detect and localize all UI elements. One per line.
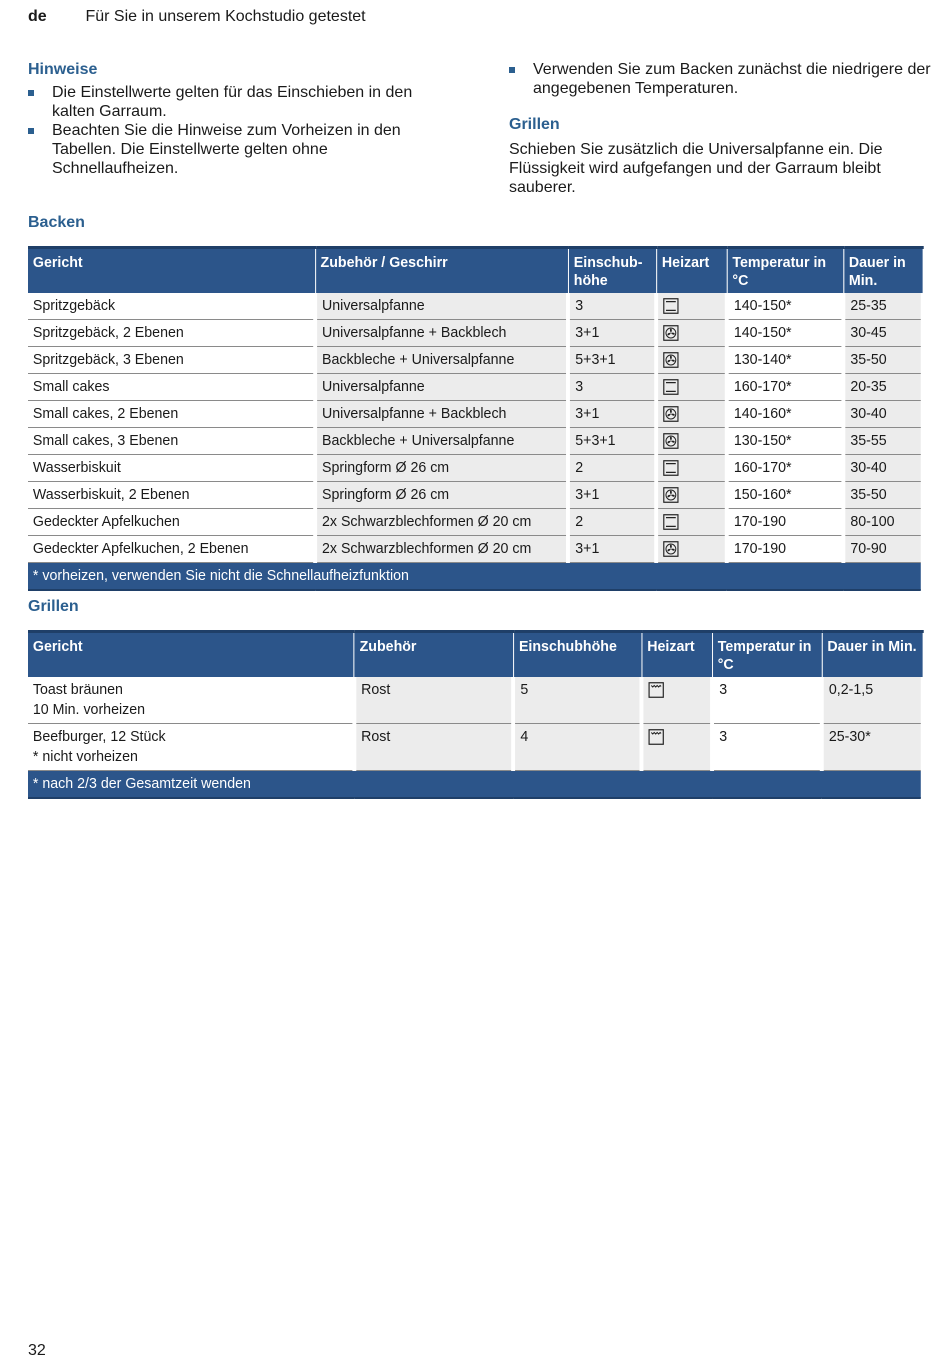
cell-temperature: 3 — [712, 724, 822, 771]
cell-level: 3+1 — [568, 320, 656, 347]
hot-air-icon — [663, 487, 679, 503]
cell-duration: 30-40 — [843, 455, 922, 482]
col-header-duration: Dauer in Min. — [822, 632, 923, 678]
bullet-icon — [28, 90, 34, 96]
bullet-icon — [28, 128, 34, 134]
cell-duration: 70-90 — [843, 536, 922, 563]
dish-name: Beefburger, 12 Stück — [32, 729, 166, 745]
top-bottom-heat-icon — [663, 460, 679, 476]
backen-table — [28, 246, 925, 591]
cell-accessory: Universalpfanne — [315, 293, 568, 320]
cell-heating — [657, 347, 727, 374]
table-row — [28, 428, 923, 455]
list-item: Beachten Sie die Hinweise zum Vorheizen in den Tabellen. Die Einstellwerte gelten ohne Schnellaufheizen. — [28, 121, 458, 178]
col-header-heating: Heizart — [642, 632, 712, 678]
dish-name: Toast bräunen — [32, 682, 123, 698]
cell-dish: Wasserbiskuit — [28, 455, 315, 482]
cell-dish: Small cakes, 3 Ebenen — [28, 428, 315, 455]
cell-duration: 35-55 — [843, 428, 922, 455]
table-row — [28, 455, 923, 482]
hot-air-icon — [663, 541, 679, 557]
table-row — [28, 374, 923, 401]
cell-accessory: Backbleche + Universalpfanne — [315, 347, 568, 374]
cell-dish: Gedeckter Apfelkuchen — [28, 509, 315, 536]
cell-heating — [642, 677, 712, 724]
cell-duration: 25-35 — [843, 293, 922, 320]
col-header-accessory: Zubehör — [354, 632, 513, 678]
bullet-icon — [509, 67, 515, 73]
cell-accessory: Universalpfanne — [315, 374, 568, 401]
dish-note: * nicht vorheizen — [32, 749, 138, 765]
cell-dish: Small cakes — [28, 374, 315, 401]
table-row — [28, 293, 923, 320]
hinweise-list-continued — [509, 60, 943, 98]
cell-level: 5+3+1 — [568, 347, 656, 374]
col-header-heating: Heizart — [657, 248, 727, 294]
table-header-row — [28, 248, 923, 294]
col-header-duration: Dauer in Min. — [843, 248, 922, 294]
cell-temperature: 130-150* — [727, 428, 843, 455]
page-header — [28, 8, 366, 26]
cell-duration: 25-30* — [822, 724, 923, 771]
cell-accessory: Springform Ø 26 cm — [315, 482, 568, 509]
cell-temperature: 150-160* — [727, 482, 843, 509]
dish-note: 10 Min. vorheizen — [32, 702, 146, 718]
cell-accessory: Universalpfanne + Backblech — [315, 401, 568, 428]
cell-temperature: 3 — [712, 677, 822, 724]
top-bottom-heat-icon — [663, 379, 679, 395]
cell-duration: 20-35 — [843, 374, 922, 401]
hot-air-icon — [663, 433, 679, 449]
cell-dish: Wasserbiskuit, 2 Ebenen — [28, 482, 315, 509]
table-row — [28, 401, 923, 428]
cell-accessory: Springform Ø 26 cm — [315, 455, 568, 482]
top-bottom-heat-icon — [663, 514, 679, 530]
backen-footnote: * vorheizen, verwenden Sie nicht die Schnellaufheizfunktion — [28, 563, 923, 591]
cell-heating — [657, 482, 727, 509]
grillen-footnote: * nach 2/3 der Gesamtzeit wenden — [28, 771, 923, 799]
col-header-accessory: Zubehör / Geschirr — [315, 248, 568, 294]
grillen-table — [28, 630, 925, 799]
cell-level: 3+1 — [568, 482, 656, 509]
grill-icon — [649, 682, 665, 698]
cell-duration: 30-40 — [843, 401, 922, 428]
cell-heating — [657, 374, 727, 401]
cell-level: 3 — [568, 374, 656, 401]
cell-duration: 35-50 — [843, 347, 922, 374]
grillen-note-heading: Grillen — [509, 116, 560, 133]
table-row — [28, 347, 923, 374]
cell-duration: 35-50 — [843, 482, 922, 509]
cell-level: 4 — [514, 724, 642, 771]
hinweise-column — [28, 60, 458, 178]
cell-dish: Small cakes, 2 Ebenen — [28, 401, 315, 428]
hot-air-icon — [663, 325, 679, 341]
cell-duration: 80-100 — [843, 509, 922, 536]
cell-dish — [28, 677, 354, 724]
col-header-dish: Gericht — [28, 632, 354, 678]
cell-temperature: 170-190 — [727, 509, 843, 536]
cell-level: 3 — [568, 293, 656, 320]
col-header-level: Einschubhöhe — [514, 632, 642, 678]
cell-accessory: Rost — [354, 724, 513, 771]
table-row — [28, 482, 923, 509]
cell-temperature: 140-160* — [727, 401, 843, 428]
cell-temperature: 160-170* — [727, 455, 843, 482]
cell-temperature: 130-140* — [727, 347, 843, 374]
cell-accessory: 2x Schwarzblechformen Ø 20 cm — [315, 536, 568, 563]
cell-heating — [657, 536, 727, 563]
cell-dish: Gedeckter Apfelkuchen, 2 Ebenen — [28, 536, 315, 563]
cell-heating — [657, 320, 727, 347]
language-code: de — [28, 8, 47, 25]
cell-level: 5 — [514, 677, 642, 724]
table-header-row — [28, 632, 923, 678]
cell-dish: Spritzgebäck — [28, 293, 315, 320]
cell-duration: 30-45 — [843, 320, 922, 347]
cell-accessory: Rost — [354, 677, 513, 724]
page-number: 32 — [28, 1342, 46, 1359]
cell-temperature: 160-170* — [727, 374, 843, 401]
col-header-dish: Gericht — [28, 248, 315, 294]
grill-icon — [649, 729, 665, 745]
cell-heating — [657, 293, 727, 320]
cell-temperature: 140-150* — [727, 293, 843, 320]
cell-temperature: 140-150* — [727, 320, 843, 347]
cell-heating — [657, 428, 727, 455]
col-header-temperature: Temperatur in °C — [712, 632, 822, 678]
cell-heating — [642, 724, 712, 771]
footnote-row — [28, 563, 923, 591]
list-item: Verwenden Sie zum Backen zunächst die niedrigere der angegebenen Temperaturen. — [509, 60, 943, 98]
col-header-level: Einschub-höhe — [568, 248, 656, 294]
grillen-note-text: Schieben Sie zusätzlich die Universalpfanne ein. Die Flüssigkeit wird aufgefangen und der Garraum bleibt sauberer. — [509, 141, 883, 196]
cell-level: 2 — [568, 509, 656, 536]
hot-air-icon — [663, 406, 679, 422]
cell-heating — [657, 401, 727, 428]
hinweise-list — [28, 83, 458, 178]
footnote-row — [28, 771, 923, 799]
cell-level: 3+1 — [568, 536, 656, 563]
cell-accessory: Backbleche + Universalpfanne — [315, 428, 568, 455]
backen-heading: Backen — [28, 214, 85, 231]
cell-heating — [657, 455, 727, 482]
cell-accessory: 2x Schwarzblechformen Ø 20 cm — [315, 509, 568, 536]
hot-air-icon — [663, 352, 679, 368]
cell-level: 2 — [568, 455, 656, 482]
list-item: Die Einstellwerte gelten für das Einschieben in den kalten Garraum. — [28, 83, 458, 121]
col-header-temperature: Temperatur in °C — [727, 248, 843, 294]
cell-level: 5+3+1 — [568, 428, 656, 455]
table-row — [28, 509, 923, 536]
table-row — [28, 536, 923, 563]
grillen-heading: Grillen — [28, 598, 79, 615]
cell-level: 3+1 — [568, 401, 656, 428]
hinweise-heading: Hinweise — [28, 61, 98, 78]
top-bottom-heat-icon — [663, 298, 679, 314]
cell-dish — [28, 724, 354, 771]
cell-duration: 0,2-1,5 — [822, 677, 923, 724]
cell-temperature: 170-190 — [727, 536, 843, 563]
cell-dish: Spritzgebäck, 3 Ebenen — [28, 347, 315, 374]
table-row — [28, 677, 923, 724]
cell-heating — [657, 509, 727, 536]
table-row — [28, 320, 923, 347]
cell-accessory: Universalpfanne + Backblech — [315, 320, 568, 347]
table-row — [28, 724, 923, 771]
cell-dish: Spritzgebäck, 2 Ebenen — [28, 320, 315, 347]
chapter-title: Für Sie in unserem Kochstudio getestet — [85, 8, 366, 25]
right-column — [509, 60, 943, 197]
